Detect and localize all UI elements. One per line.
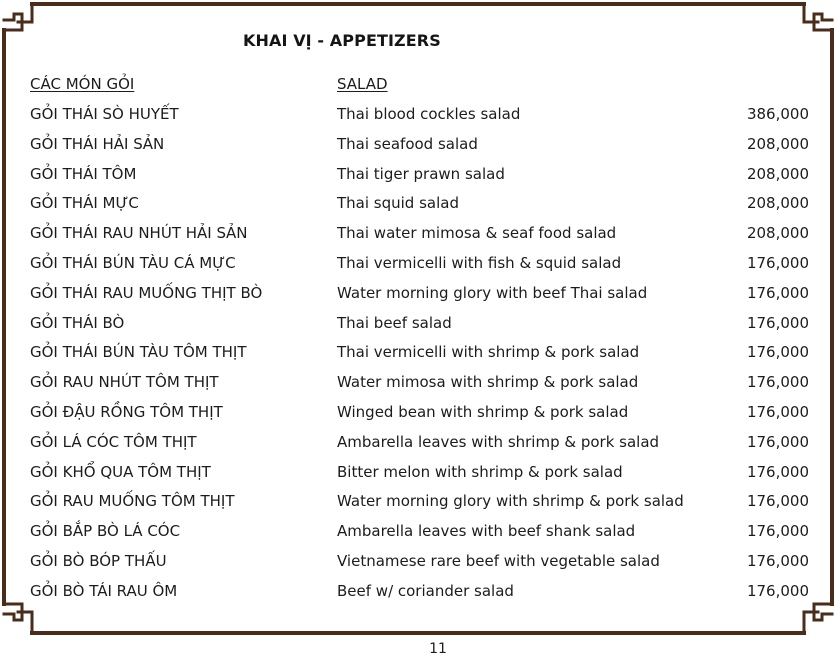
dish-price: 176,000	[746, 343, 809, 362]
menu-item-list	[0, 99, 836, 606]
dish-name-vietnamese: GỎI KHỔ QUA TÔM THỊT	[30, 462, 211, 481]
dish-name-vietnamese: GỎI THÁI BÚN TÀU CÁ MỰC	[30, 253, 236, 272]
dish-name-english: Thai squid salad	[337, 194, 459, 213]
dish-price: 176,000	[746, 253, 809, 272]
menu-item-row	[0, 278, 836, 308]
dish-name-vietnamese: GỎI THÁI TÔM	[30, 164, 137, 183]
dish-name-english: Beef w/ coriander salad	[337, 581, 514, 600]
dish-name-vietnamese: GỎI THÁI SÒ HUYẾT	[30, 105, 179, 123]
menu-item-row	[0, 486, 836, 516]
menu-item-row	[0, 218, 836, 248]
dish-name-vietnamese: GỎI BẮP BÒ LÁ CÓC	[30, 522, 181, 541]
menu-item-row	[0, 397, 836, 427]
dish-price: 208,000	[746, 164, 809, 183]
menu-item-row	[0, 546, 836, 576]
dish-name-vietnamese: GỎI THÁI HẢI SẢN	[30, 134, 165, 153]
menu-item-row	[0, 337, 836, 367]
menu-item-row	[0, 427, 836, 457]
column-header-english: SALAD	[337, 75, 388, 93]
menu-item-row	[0, 576, 836, 606]
dish-name-vietnamese: GỎI THÁI RAU NHÚT HẢI SẢN	[30, 224, 248, 243]
dish-name-english: Thai water mimosa & seaf food salad	[337, 224, 617, 243]
dish-price: 176,000	[746, 313, 809, 332]
dish-name-english: Ambarella leaves with beef shank salad	[337, 522, 636, 541]
dish-name-english: Thai blood cockles salad	[337, 105, 521, 123]
dish-price: 176,000	[746, 462, 809, 481]
dish-name-vietnamese: GỎI ĐẬU RỒNG TÔM THỊT	[30, 402, 223, 421]
menu-item-row	[0, 457, 836, 487]
dish-name-english: Water morning glory with beef Thai salad	[337, 283, 648, 302]
dish-name-vietnamese: GỎI RAU NHÚT TÔM THỊT	[30, 373, 219, 392]
dish-price: 176,000	[746, 432, 809, 451]
dish-name-vietnamese: GỎI BÒ BÓP THẤU	[30, 551, 167, 570]
menu-item-row	[0, 188, 836, 218]
menu-item-row	[0, 159, 836, 189]
dish-price: 208,000	[746, 134, 809, 153]
menu-item-row	[0, 308, 836, 338]
menu-item-row	[0, 129, 836, 159]
dish-name-english: Winged bean with shrimp & pork salad	[337, 402, 629, 421]
dish-price: 176,000	[746, 373, 809, 392]
dish-name-vietnamese: GỎI THÁI BÒ	[30, 313, 125, 332]
page-title: KHAI VỊ - APPETIZERS	[243, 31, 441, 50]
dish-name-english: Ambarella leaves with shrimp & pork salad	[337, 432, 660, 451]
dish-price: 176,000	[746, 283, 809, 302]
dish-name-english: Thai beef salad	[337, 313, 452, 332]
menu-item-row	[0, 99, 836, 129]
dish-price: 176,000	[746, 551, 809, 570]
dish-price: 208,000	[746, 224, 809, 243]
dish-name-vietnamese: GỎI THÁI BÚN TÀU TÔM THỊT	[30, 343, 247, 362]
dish-price: 176,000	[746, 402, 809, 421]
menu-item-row	[0, 248, 836, 278]
dish-name-english: Thai vermicelli with shrimp & pork salad	[337, 343, 640, 362]
dish-name-vietnamese: GỎI RAU MUỐNG TÔM THỊT	[30, 492, 235, 511]
dish-name-vietnamese: GỎI LÁ CÓC TÔM THỊT	[30, 432, 197, 451]
dish-price: 208,000	[746, 194, 809, 213]
column-header-vietnamese: CÁC MÓN GỎI	[30, 75, 135, 93]
dish-name-vietnamese: GỎI THÁI MỰC	[30, 194, 139, 213]
dish-price: 176,000	[746, 492, 809, 511]
dish-price: 386,000	[746, 105, 809, 123]
dish-name-english: Bitter melon with shrimp & pork salad	[337, 462, 623, 481]
dish-price: 176,000	[746, 581, 809, 600]
dish-name-english: Thai tiger prawn salad	[337, 164, 505, 183]
dish-price: 176,000	[746, 522, 809, 541]
page-number: 11	[429, 641, 447, 657]
dish-name-english: Thai vermicelli with fish & squid salad	[337, 253, 622, 272]
dish-name-english: Vietnamese rare beef with vegetable salad	[337, 551, 660, 570]
menu-item-row	[0, 367, 836, 397]
dish-name-english: Water mimosa with shrimp & pork salad	[337, 373, 639, 392]
dish-name-english: Thai seafood salad	[337, 134, 478, 153]
menu-item-row	[0, 516, 836, 546]
dish-name-english: Water morning glory with shrimp & pork salad	[337, 492, 684, 511]
dish-name-vietnamese: GỎI BÒ TÁI RAU ÔM	[30, 581, 178, 600]
dish-name-vietnamese: GỎI THÁI RAU MUỐNG THỊT BÒ	[30, 283, 263, 302]
